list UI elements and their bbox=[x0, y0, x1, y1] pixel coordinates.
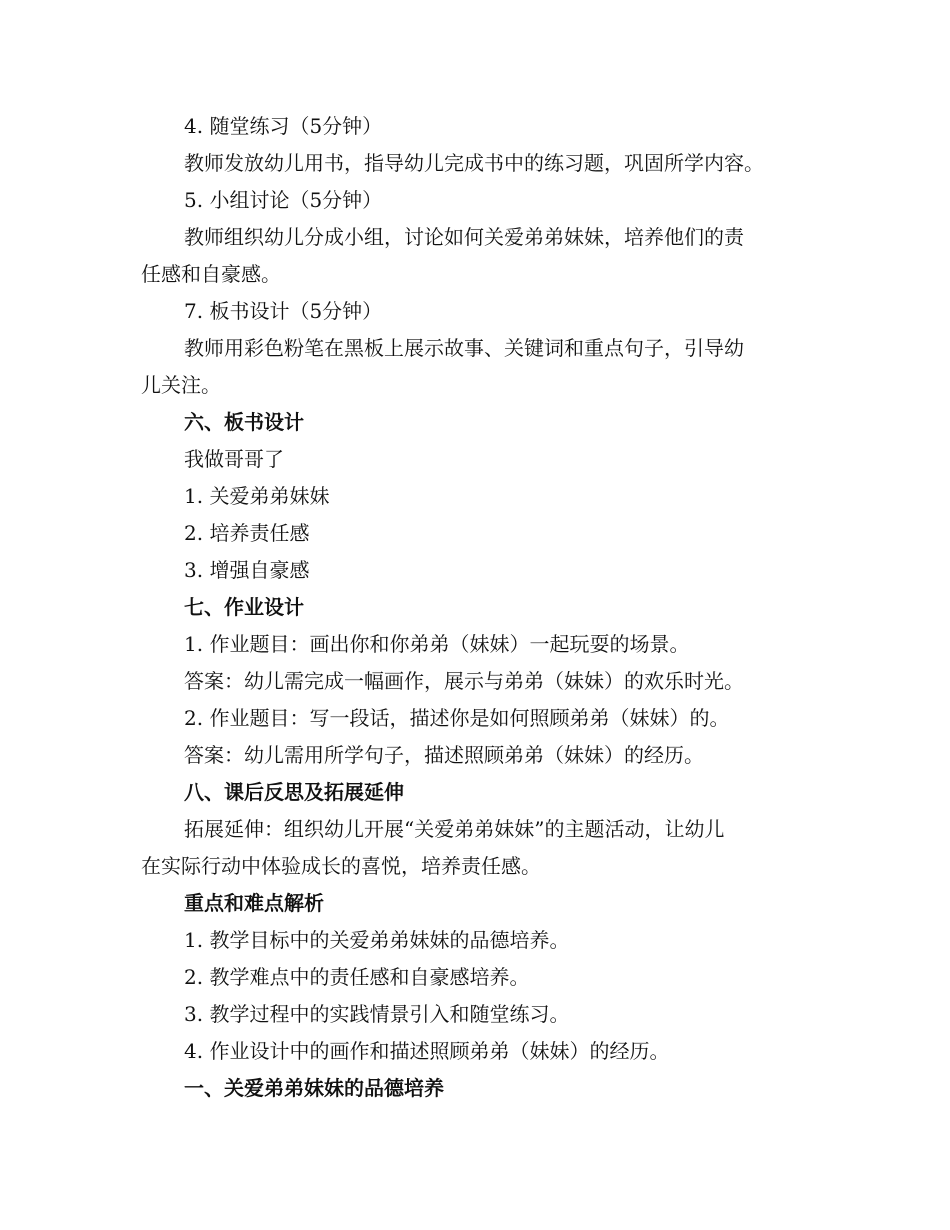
list-item-practice: 4. 随堂练习（5分钟） bbox=[184, 114, 383, 138]
key-point-3: 3. 教学过程中的实践情景引入和随堂练习。 bbox=[184, 1002, 570, 1026]
key-point-2: 2. 教学难点中的责任感和自豪感培养。 bbox=[184, 965, 530, 989]
homework-item-2: 2. 作业题目：写一段话，描述你是如何照顾弟弟（妹妹）的。 bbox=[184, 706, 730, 730]
list-item-board-design: 7. 板书设计（5分钟） bbox=[184, 299, 383, 323]
homework-answer-1: 答案：幼儿需完成一幅画作，展示与弟弟（妹妹）的欢乐时光。 bbox=[184, 669, 744, 693]
paragraph-extension: 拓展延伸：组织幼儿开展“关爱弟弟妹妹”的主题活动，让幼儿 bbox=[184, 817, 725, 841]
section-heading-key-points: 重点和难点解析 bbox=[184, 891, 324, 915]
section-heading-board: 六、板书设计 bbox=[184, 410, 304, 434]
list-item-group-discussion: 5. 小组讨论（5分钟） bbox=[184, 188, 383, 212]
paragraph-board-design: 教师用彩色粉笔在黑板上展示故事、关键词和重点句子，引导幼 bbox=[184, 336, 744, 360]
list-item-pride: 3. 增强自豪感 bbox=[184, 558, 310, 582]
section-heading-moral: 一、关爱弟弟妹妹的品德培养 bbox=[184, 1076, 444, 1100]
key-point-4: 4. 作业设计中的画作和描述照顾弟弟（妹妹）的经历。 bbox=[184, 1039, 670, 1063]
list-item-care: 1. 关爱弟弟妹妹 bbox=[184, 484, 330, 508]
section-heading-homework: 七、作业设计 bbox=[184, 595, 304, 619]
homework-answer-2: 答案：幼儿需用所学句子，描述照顾弟弟（妹妹）的经历。 bbox=[184, 743, 704, 767]
section-heading-reflection: 八、课后反思及拓展延伸 bbox=[184, 780, 404, 804]
paragraph-group-discussion: 教师组织幼儿分成小组，讨论如何关爱弟弟妹妹，培养他们的责 bbox=[184, 225, 744, 249]
paragraph-group-discussion-cont: 任感和自豪感。 bbox=[141, 262, 281, 286]
paragraph-board-design-cont: 儿关注。 bbox=[141, 373, 221, 397]
paragraph-practice: 教师发放幼儿用书，指导幼儿完成书中的练习题，巩固所学内容。 bbox=[184, 151, 764, 175]
paragraph-extension-cont: 在实际行动中体验成长的喜悦，培养责任感。 bbox=[141, 854, 541, 878]
homework-item-1: 1. 作业题目：画出你和你弟弟（妹妹）一起玩耍的场景。 bbox=[184, 632, 690, 656]
list-item-responsibility: 2. 培养责任感 bbox=[184, 521, 310, 545]
key-point-1: 1. 教学目标中的关爱弟弟妹妹的品德培养。 bbox=[184, 928, 570, 952]
board-title: 我做哥哥了 bbox=[184, 447, 284, 471]
